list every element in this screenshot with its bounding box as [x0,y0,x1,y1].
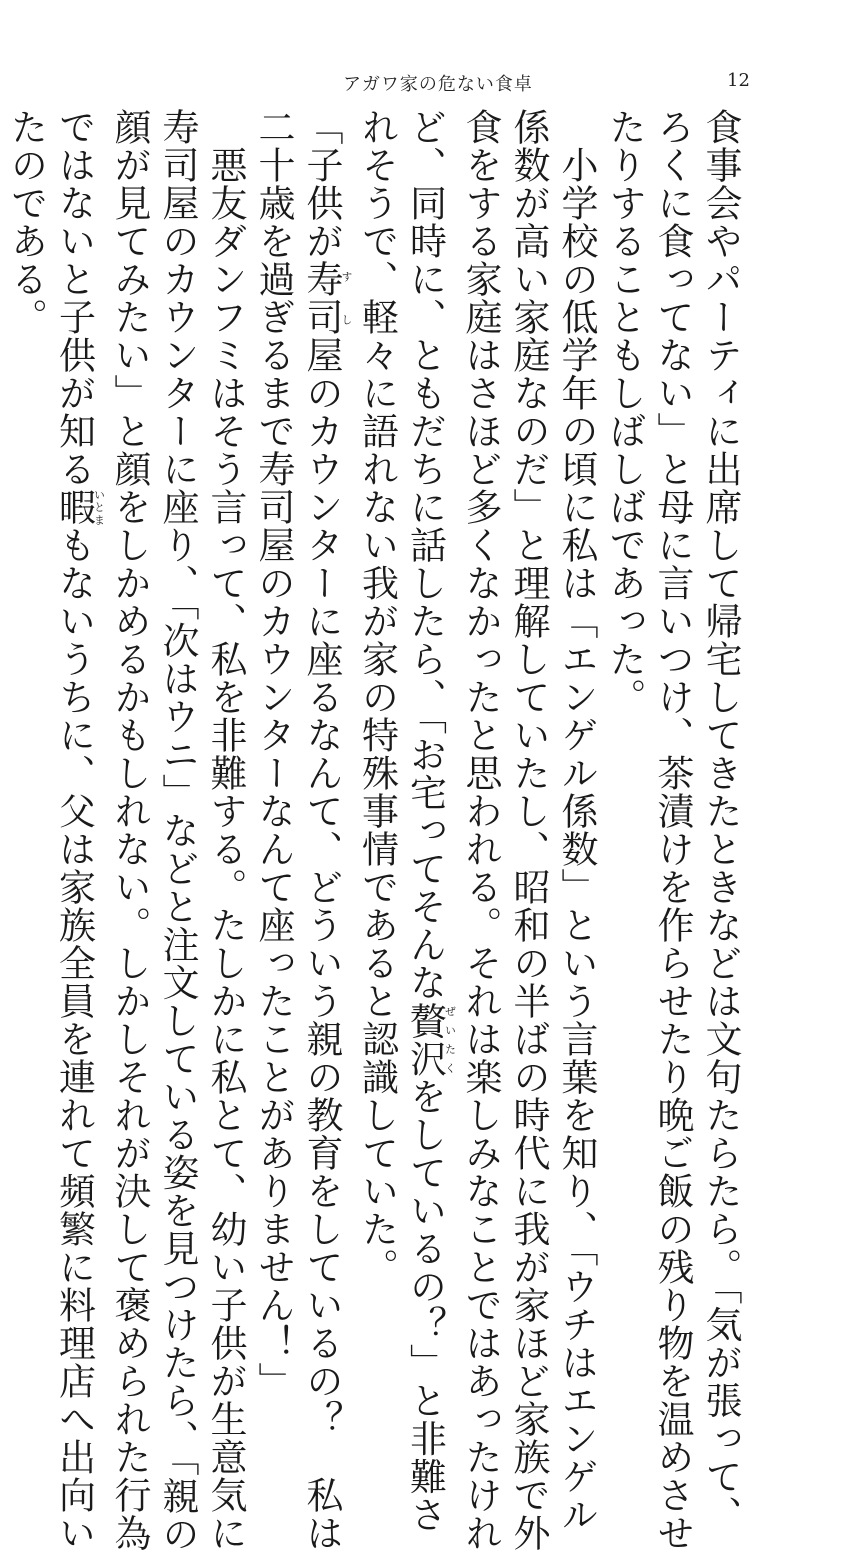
ruby-word [300,260,353,336]
text-line [297,108,353,1552]
ruby-base: 暇 [52,488,96,526]
text-line: たりすることもしばしばであった。 [603,108,646,716]
text-line [0,108,2,1118]
text-line: 食をする家庭はさほど多くなかったと思われる。それは楽しみなことではあったけれ [459,108,502,1552]
text-line: 係数が高い家庭なのだ」と理解していたし、昭和の半ばの時代に我が家ほど家族で外 [507,108,550,1552]
vertical-body-text [0,108,744,1553]
text-segment: をしているの？」と非難さ [403,1077,447,1534]
text-line: たのである。 [4,108,48,336]
text-line: 寿司屋のカウンターに座り、「次はウニ」などと注文している姿を見つけたら、「親の [156,108,199,1553]
ruby-base: 寿司 [300,260,343,336]
text-segment: もないうちに、父は家族全員を連れて頻繁に料理店へ出向い [52,526,96,1552]
ruby-base: 贅沢 [403,1001,447,1078]
text-line: ろくに食ってない」と母に言いつけ、茶漬けを作らせたり晩ご飯の残り物を温めさせ [651,108,694,1552]
text-line [401,108,457,1534]
ruby-reading: いとま [92,488,106,526]
ruby-reading: すし [340,260,353,336]
ruby-word [52,488,106,526]
ruby-word [403,1001,457,1078]
ruby-reading: ぜいたく [443,1001,457,1078]
text-line: 悪友ダンフミはそう言って、私を非難する。たしかに私とて、幼い子供が生意気に [204,108,247,1552]
text-segment: ど、同時に、ともだちに話したら、「お宅ってそんな [403,108,447,1002]
text-line [50,108,106,1552]
text-line: 小学校の低学年の頃に私は「エンゲル係数」という言葉を知り、「ウチはエンゲル [555,108,598,1534]
text-segment: ではないと子供が知る [52,108,96,488]
text-segment: 屋のカウンターに座るなんて、どういう親の教育をしているの？ 私は [300,336,343,1552]
text-line: 食事会やパーティに出席して帰宅してきたときなどは文句たらたら。「気が張って、 [699,108,742,1534]
text-line: 顔が見てみたい」と顔をしかめるかもしれない。しかしそれが決して褒められた行為 [108,108,151,1552]
running-header-title: アガワ家の危ない食卓 [343,74,533,95]
text-line: れそうで、軽々に語れない我が家の特殊事情であると認識していた。 [355,108,399,1286]
page-number: 12 [727,70,750,91]
text-line: 二十歳を過ぎるまで寿司屋のカウンターなんて座ったことがありません！」 [252,108,295,1400]
text-segment: 「子供が [300,108,343,260]
